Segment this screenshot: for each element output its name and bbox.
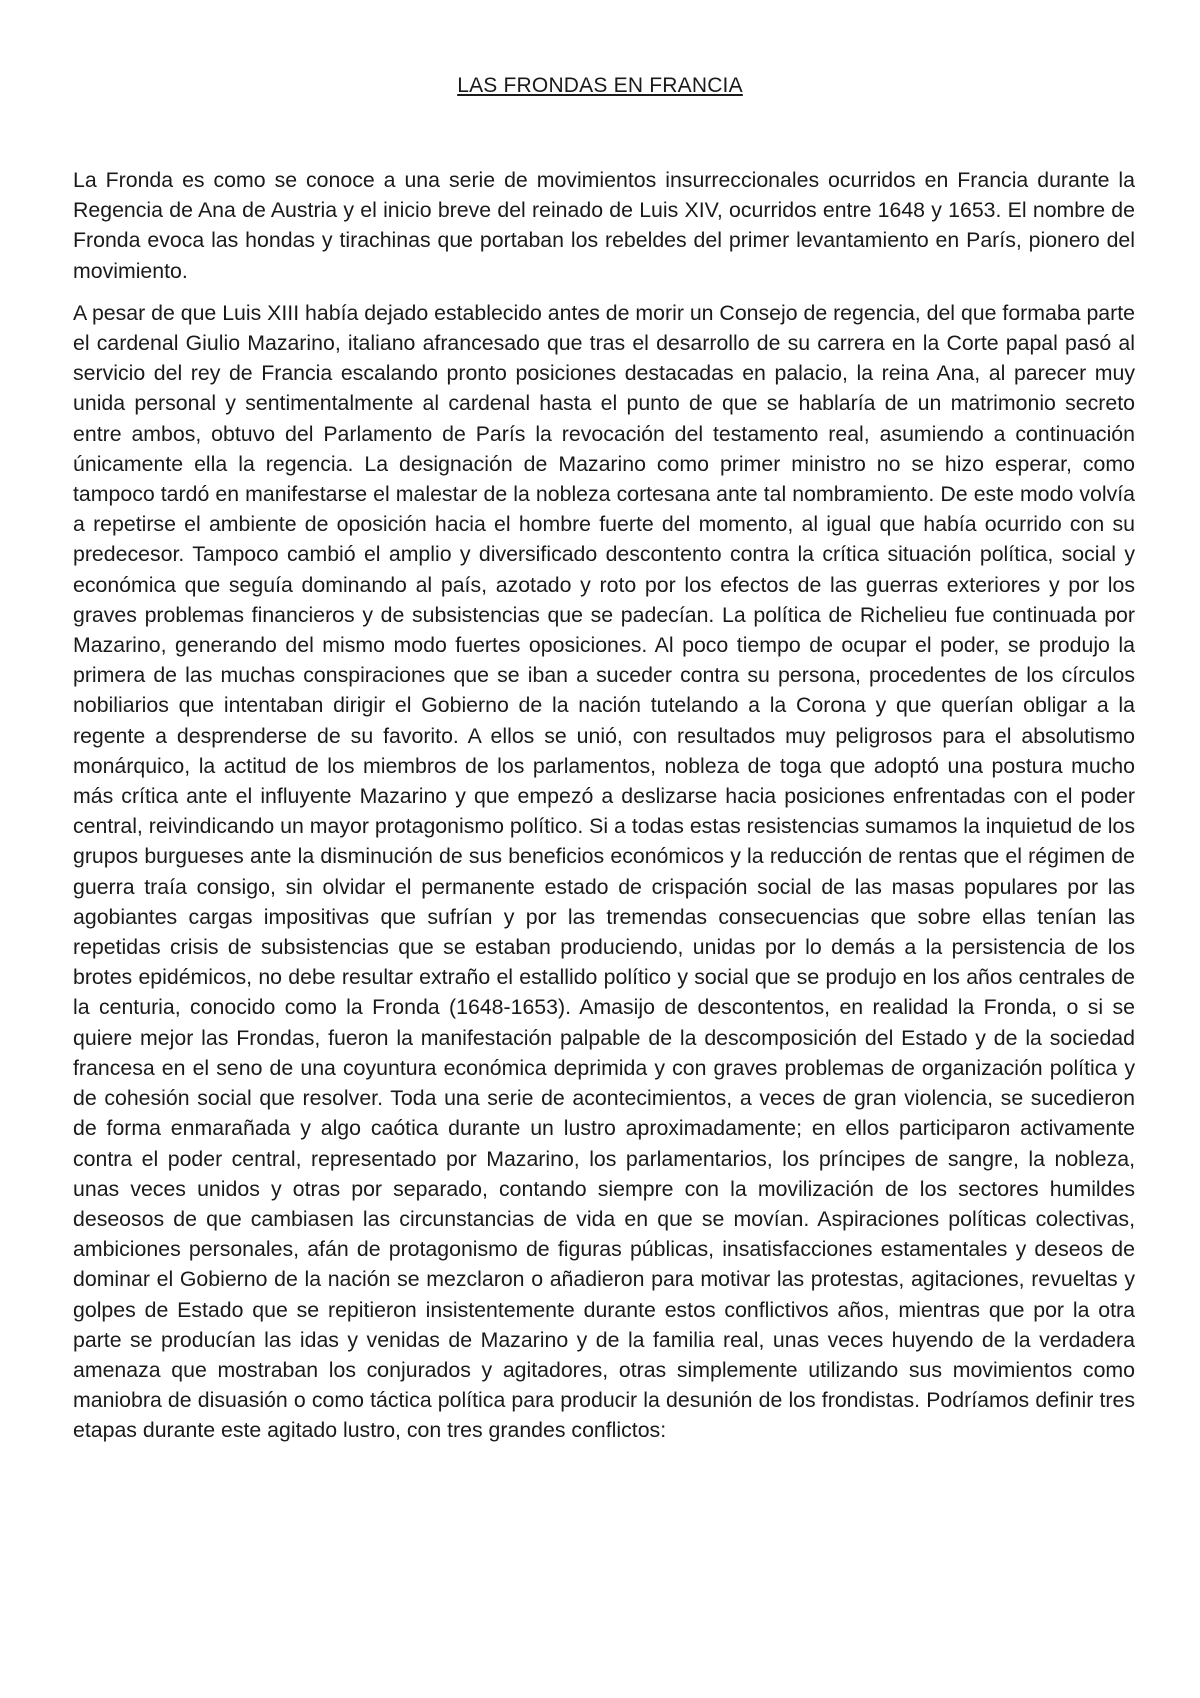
paragraph-intro: La Fronda es como se conoce a una serie de movimientos insurreccionales ocurridos en Francia durante la Regencia de Ana de Austria y el inicio breve del reinado de Luis XIV, ocurridos entre 1648 y 1653. El nombre de Fronda evoca las hondas y tirachinas que portaban los rebeldes del primer levantamiento en París, pionero del movimiento.	[73, 168, 1135, 283]
document-title: LAS FRONDAS EN FRANCIA	[457, 74, 743, 97]
document-body	[73, 165, 1135, 1458]
paragraph-main: A pesar de que Luis XIII había dejado establecido antes de morir un Consejo de regencia, del que formaba parte el cardenal Giulio Mazarino, italiano afrancesado que tras el desarrollo de su carrera en la Corte papal pasó al servicio del rey de Francia escalando pronto posiciones destacadas en palacio, la reina Ana, al parecer muy unida personal y sentimentalmente al cardenal hasta el punto de que se hablaría de un matrimonio secreto entre ambos, obtuvo del Parlamento de París la revocación del testamento real, asumiendo a continuación únicamente ella la regencia. La designación de Mazarino como primer ministro no se hizo esperar, como tampoco tardó en manifestarse el malestar de la nobleza cortesana ante tal nombramiento. De este modo volvía a repetirse el ambiente de oposición hacia el hombre fuerte del momento, al igual que había ocurrido con su predecesor. Tampoco cambió el amplio y diversificado descontento contra la crítica situación política, social y económica que seguía dominando al país, azotado y roto por los efectos de las guerras exteriores y por los graves problemas financieros y de subsistencias que se padecían. La política de Richelieu fue continuada por Mazarino, generando del mismo modo fuertes oposiciones. Al poco tiempo de ocupar el poder, se produjo la primera de las muchas conspiraciones que se iban a suceder contra su persona, procedentes de los círculos nobiliarios que intentaban dirigir el Gobierno de la nación tutelando a la Corona y que querían obligar a la regente a desprenderse de su favorito. A ellos se unió, con resultados muy peligrosos para el absolutismo monárquico, la actitud de los miembros de los parlamentos, nobleza de toga que adoptó una postura mucho más crítica ante el influyente Mazarino y que empezó a deslizarse hacia posiciones enfrentadas con el poder central, reivindicando un mayor protagonismo político. Si a todas estas resistencias sumamos la inquietud de los grupos burgueses ante la disminución de sus beneficios económicos y la reducción de rentas que el régimen de guerra traía consigo, sin olvidar el permanente estado de crispación social de las masas populares por las agobiantes cargas impositivas que sufrían y por las tremendas consecuencias que sobre ellas tenían las repetidas crisis de subsistencias que se estaban produciendo, unidas por lo demás a la persistencia de los brotes epidémicos, no debe resultar extraño el estallido político y social que se produjo en los años centrales de la centuria, conocido como la Fronda (1648-1653). Amasijo de descontentos, en realidad la Fronda, o si se quiere mejor las Frondas, fueron la manifestación palpable de la descomposición del Estado y de la sociedad francesa en el seno de una coyuntura económica deprimida y con graves problemas de organización política y de cohesión social que resolver. Toda una serie de acontecimientos, a veces de gran violencia, se sucedieron de forma enmarañada y algo caótica durante un lustro aproximadamente; en ellos participaron activamente contra el poder central, representado por Mazarino, los parlamentarios, los príncipes de sangre, la nobleza, unas veces unidos y otras por separado, contando siempre con la movilización de los sectores humildes deseosos de que cambiasen las circunstancias de vida en que se movían. Aspiraciones políticas colectivas, ambiciones personales, afán de protagonismo de figuras públicas, insatisfacciones estamentales y deseos de dominar el Gobierno de la nación se mezclaron o añadieron para motivar las protestas, agitaciones, revueltas y golpes de Estado que se repitieron insistentemente durante estos conflictivos años, mientras que por la otra parte se producían las idas y venidas de Mazarino y de la familia real, unas veces huyendo de la verdadera amenaza que mostraban los conjurados y agitadores, otras simplemente utilizando sus movimientos como maniobra de disuasión o como táctica política para producir la desunión de los frondistas. Podríamos definir tres etapas durante este agitado lustro, con tres grandes conflictos:	[73, 300, 1135, 1443]
